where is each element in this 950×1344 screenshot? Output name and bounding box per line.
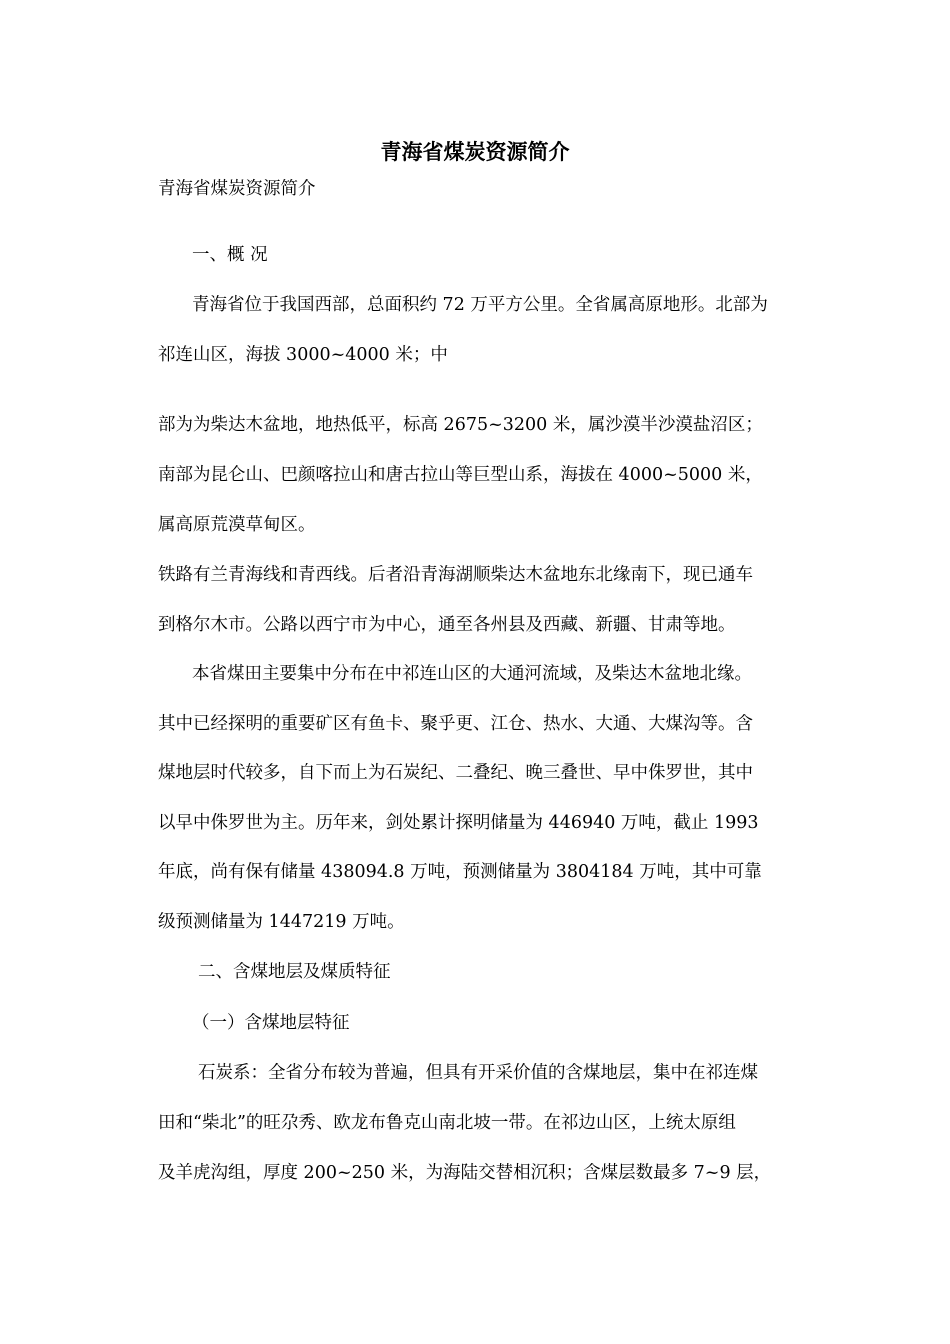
paragraph-line: 以早中侏罗世为主。历年来，剑处累计探明储量为 446940 万吨，截止 1993 <box>158 813 759 833</box>
document-subtitle: 青海省煤炭资源简介 <box>158 179 316 199</box>
paragraph-line: 及羊虎沟组，厚度 200~250 米，为海陆交替相沉积；含煤层数最多 7~9 层， <box>158 1163 772 1183</box>
paragraph-line: 青海省位于我国西部，总面积约 72 万平方公里。全省属高原地形。北部为 <box>192 295 768 315</box>
paragraph-line: 部为为柴达木盆地，地热低平，标高 2675~3200 米，属沙漠半沙漠盐沼区； <box>158 415 763 435</box>
section-heading-overview: 一、概 况 <box>192 245 268 265</box>
paragraph-line: 祁连山区，海拔 3000~4000 米；中 <box>158 345 448 365</box>
subsection-heading: （一）含煤地层特征 <box>192 1013 350 1033</box>
paragraph-line: 属高原荒漠草甸区。 <box>158 515 316 535</box>
section-heading-strata: 二、含煤地层及煤质特征 <box>198 962 391 982</box>
paragraph-line: 南部为昆仑山、巴颜喀拉山和唐古拉山等巨型山系，海拔在 4000~5000 米， <box>158 465 763 485</box>
paragraph-line: 级预测储量为 1447219 万吨。 <box>158 912 405 932</box>
paragraph-line: 年底，尚有保有储量 438094.8 万吨，预测储量为 3804184 万吨，其中可靠 <box>158 862 762 882</box>
paragraph-line: 煤地层时代较多，自下而上为石炭纪、二叠纪、晚三叠世、早中侏罗世，其中 <box>158 763 753 783</box>
paragraph-line: 石炭系：全省分布较为普遍，但具有开采价值的含煤地层，集中在祁连煤 <box>198 1063 758 1083</box>
document-title: 青海省煤炭资源简介 <box>380 139 570 164</box>
paragraph-line: 铁路有兰青海线和青西线。后者沿青海湖顺柴达木盆地东北缘南下，现已通车 <box>158 565 753 585</box>
paragraph-line: 到格尔木市。公路以西宁市为中心，通至各州县及西藏、新疆、甘肃等地。 <box>158 615 736 635</box>
paragraph-line: 本省煤田主要集中分布在中祁连山区的大通河流域，及柴达木盆地北缘。 <box>192 664 752 684</box>
paragraph-line: 其中已经探明的重要矿区有鱼卡、聚乎更、江仓、热水、大通、大煤沟等。含 <box>158 714 753 734</box>
paragraph-line: 田和“柴北”的旺尕秀、欧龙布鲁克山南北坡一带。在祁边山区，上统太原组 <box>158 1113 736 1133</box>
